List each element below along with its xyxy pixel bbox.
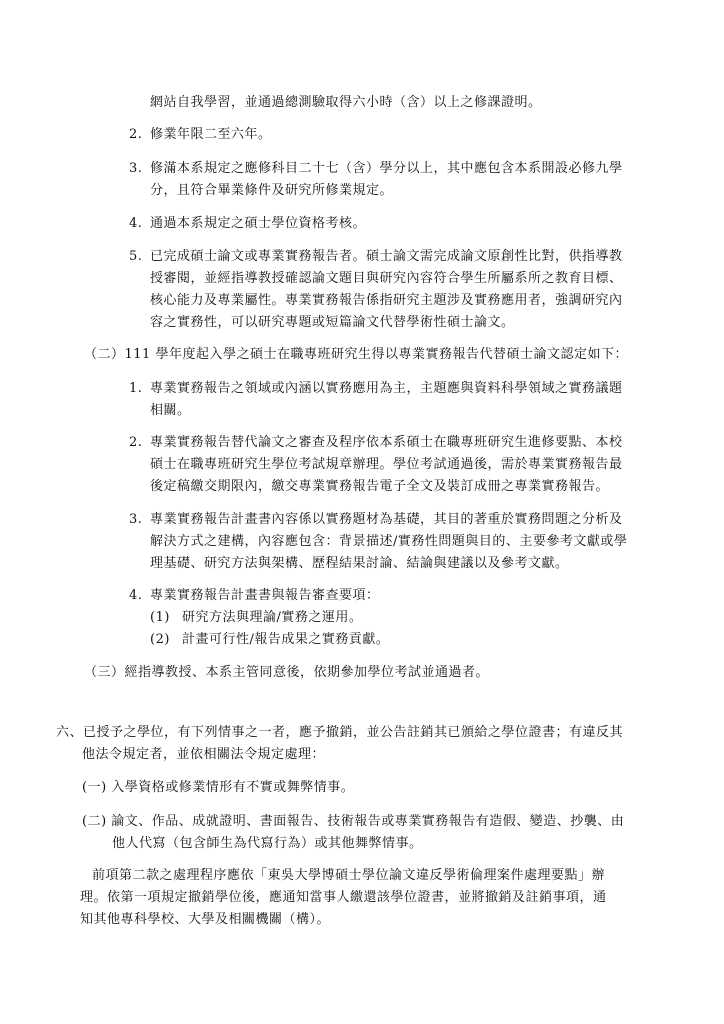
sub2-item3-line3: 理基礎、研究方法與架構、歷程結果討論、結論與建議以及參考文獻。 — [150, 556, 569, 571]
sub2-item1-line2: 相關。 — [150, 403, 191, 418]
section6-line1: 六、已授予之學位，有下列情事之一者，應予撤銷，並公告註銷其已頒給之學位證書；有違反其 — [56, 725, 624, 740]
sub2-item4-sub1-text: 研究方法與理論/實務之運用。 — [182, 610, 363, 625]
item4-number: 4. — [129, 216, 143, 231]
item4-text: 通過本系規定之碩士學位資格考核。 — [150, 216, 367, 231]
section6-item-b-line2: 他人代寫（包含師生為代寫行為）或其他舞弊情事。 — [112, 836, 423, 851]
sub2-item4-sub1-number: (1) — [150, 610, 170, 625]
sub2-item1-line1: 專業實務報告之領域或內涵以實務應用為主，主題應與資料科學領域之實務議題 — [150, 381, 623, 396]
section6-paragraph-line1: 前項第二款之處理程序應依「東吳大學博碩士學位論文違反學術倫理案件處理要點」辦 — [92, 868, 606, 883]
sub2-item2-line1: 專業實務報告替代論文之審查及程序依本系碩士在職專班研究生進修要點、本校 — [150, 435, 623, 450]
subsection2-heading: （二）111 學年度起入學之碩士在職專班研究生得以專業實務報告代替碩士論文認定如下： — [84, 347, 628, 362]
sub2-item4-sub2-number: (2) — [150, 632, 170, 647]
sub2-item2-number: 2. — [129, 435, 143, 450]
sub2-item2-line2: 碩士在職專班研究生學位考試規章辦理。學位考試通過後，需於專業實務報告最 — [150, 457, 623, 472]
item1-continuation: 網站自我學習，並通過總測驗取得六小時（含）以上之修課證明。 — [150, 95, 542, 110]
sub2-item2-line3: 後定稿繳交期限內，繳交專業實務報告電子全文及裝訂成冊之專業實務報告。 — [150, 479, 610, 494]
sub2-item4-sub2-text: 計畫可行性/報告成果之實務貢獻。 — [182, 632, 390, 647]
item5-line4: 容之實務性，可以研究專題或短篇論文代替學術性碩士論文。 — [150, 315, 515, 330]
item2-text: 修業年限二至六年。 — [150, 127, 272, 142]
item3-line2: 分，且符合畢業條件及研究所修業規定。 — [150, 183, 394, 198]
sub2-item4-text: 專業實務報告計畫書與報告審查要項： — [150, 588, 380, 603]
sub2-item3-number: 3. — [129, 512, 143, 527]
item5-line1: 已完成碩士論文或專業實務報告者。碩士論文需完成論文原創性比對，供指導教 — [150, 249, 623, 264]
item3-number: 3. — [129, 161, 143, 176]
sub2-item3-line1: 專業實務報告計畫書內容係以實務題材為基礎，其目的著重於實務問題之分析及 — [150, 512, 623, 527]
section6-item-a: (一) 入學資格或修業情形有不實或舞弊情事。 — [82, 780, 355, 795]
item5-line2: 授審閱，並經指導教授確認論文題目與研究內容符合學生所屬系所之教育目標、 — [150, 271, 623, 286]
section6-paragraph-line3: 知其他專科學校、大學及相關機關（構）。 — [80, 912, 331, 927]
section6-line2: 他法令規定者，並依相關法令規定處理： — [82, 747, 326, 762]
sub2-item1-number: 1. — [129, 381, 143, 396]
item3-line1: 修滿本系規定之應修科目二十七（含）學分以上，其中應包含本系開設必修九學 — [150, 161, 623, 176]
item5-number: 5. — [129, 249, 143, 264]
section6-item-b-line1: (二) 論文、作品、成就證明、書面報告、技術報告或專業實務報告有造假、變造、抄襲、由 — [82, 814, 625, 829]
section6-paragraph-line2: 理。依第一項規定撤銷學位後，應通知當事人繳還該學位證書，並將撤銷及註銷事項，通 — [80, 890, 607, 905]
item5-line3: 核心能力及專業屬性。專業實務報告係指研究主題涉及實務應用者，強調研究內 — [150, 293, 623, 308]
item2-number: 2. — [129, 127, 143, 142]
sub2-item3-line2: 解決方式之建構，內容應包含：背景描述/實務性問題與目的、主要參考文獻或學 — [150, 534, 628, 549]
subsection3-text: （三）經指導教授、本系主管同意後，依期參加學位考試並通過者。 — [84, 665, 490, 680]
sub2-item4-number: 4. — [129, 588, 143, 603]
